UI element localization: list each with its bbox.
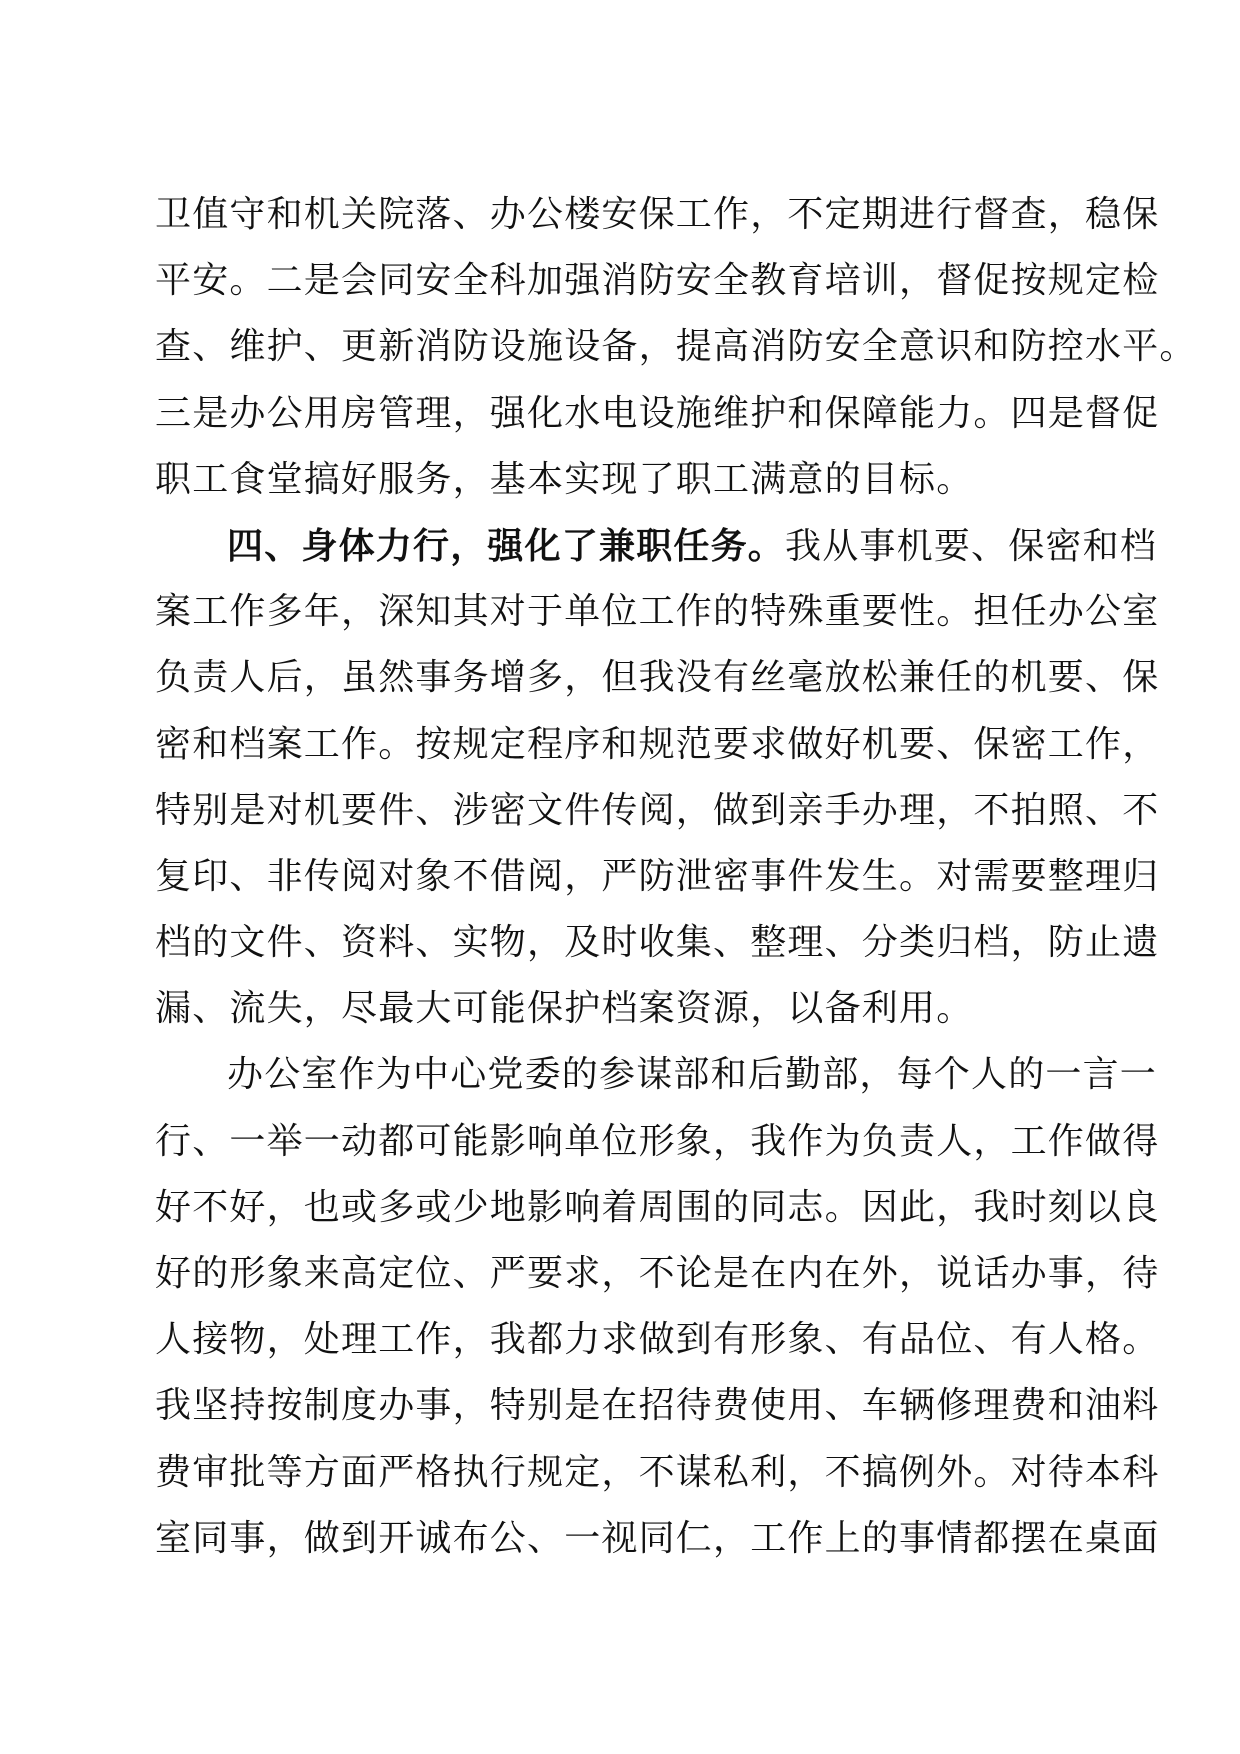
text-line: 室同事，做到开诚布公、一视同仁，工作上的事情都摆在桌面 <box>155 1517 1160 1559</box>
text-line: 平安。二是会同安全科加强消防安全教育培训，督促按规定检 <box>155 260 1160 302</box>
text-line: 档的文件、资料、实物，及时收集、整理、分类归档，防止遗 <box>155 922 1160 964</box>
section-heading: 四、身体力行，强化了兼职任务。 <box>227 524 786 567</box>
text-line: 好不好，也或多或少地影响着周围的同志。因此，我时刻以良 <box>155 1186 1160 1228</box>
text-line: 办公室作为中心党委的参谋部和后勤部，每个人的一言一 <box>227 1054 1158 1096</box>
text-line: 负责人后，虽然事务增多，但我没有丝毫放松兼任的机要、保 <box>155 657 1160 699</box>
paragraph <box>155 513 1160 1043</box>
text-run: 我从事机要、保密和档 <box>785 525 1158 567</box>
text-line: 复印、非传阅对象不借阅，严防泄密事件发生。对需要整理归 <box>155 855 1160 897</box>
text-line: 好的形象来高定位、严要求，不论是在内在外，说话办事，待 <box>155 1253 1160 1294</box>
text-line: 漏、流失，尽最大可能保护档案资源，以备利用。 <box>155 988 974 1030</box>
text-line: 人接物，处理工作，我都力求做到有形象、有品位、有人格。 <box>155 1319 1160 1361</box>
text-line <box>155 513 1158 579</box>
paragraph <box>155 182 1197 513</box>
text-line: 行、一举一动都可能影响单位形象，我作为负责人，工作做得 <box>155 1120 1160 1162</box>
text-line: 三是办公用房管理，强化水电设施维护和保障能力。四是督促 <box>155 392 1160 434</box>
text-line: 卫值守和机关院落、办公楼安保工作，不定期进行督查，稳保 <box>155 194 1160 235</box>
text-line: 我坚持按制度办事，特别是在招待费使用、车辆修理费和油料 <box>155 1385 1160 1427</box>
text-line: 特别是对机要件、涉密文件传阅，做到亲手办理，不拍照、不 <box>155 789 1160 831</box>
text-line: 费审批等方面严格执行规定，不谋私利，不搞例外。对待本科 <box>155 1451 1160 1493</box>
paragraph <box>155 1042 1160 1572</box>
text-line: 查、维护、更新消防设施设备，提高消防安全意识和防控水平。 <box>155 326 1197 368</box>
text-line: 密和档案工作。按规定程序和规范要求做好机要、保密工作， <box>155 723 1160 765</box>
text-line: 职工食堂搞好服务，基本实现了职工满意的目标。 <box>155 458 974 500</box>
body-text <box>155 182 1197 1572</box>
text-line: 案工作多年，深知其对于单位工作的特殊重要性。担任办公室 <box>155 591 1160 633</box>
